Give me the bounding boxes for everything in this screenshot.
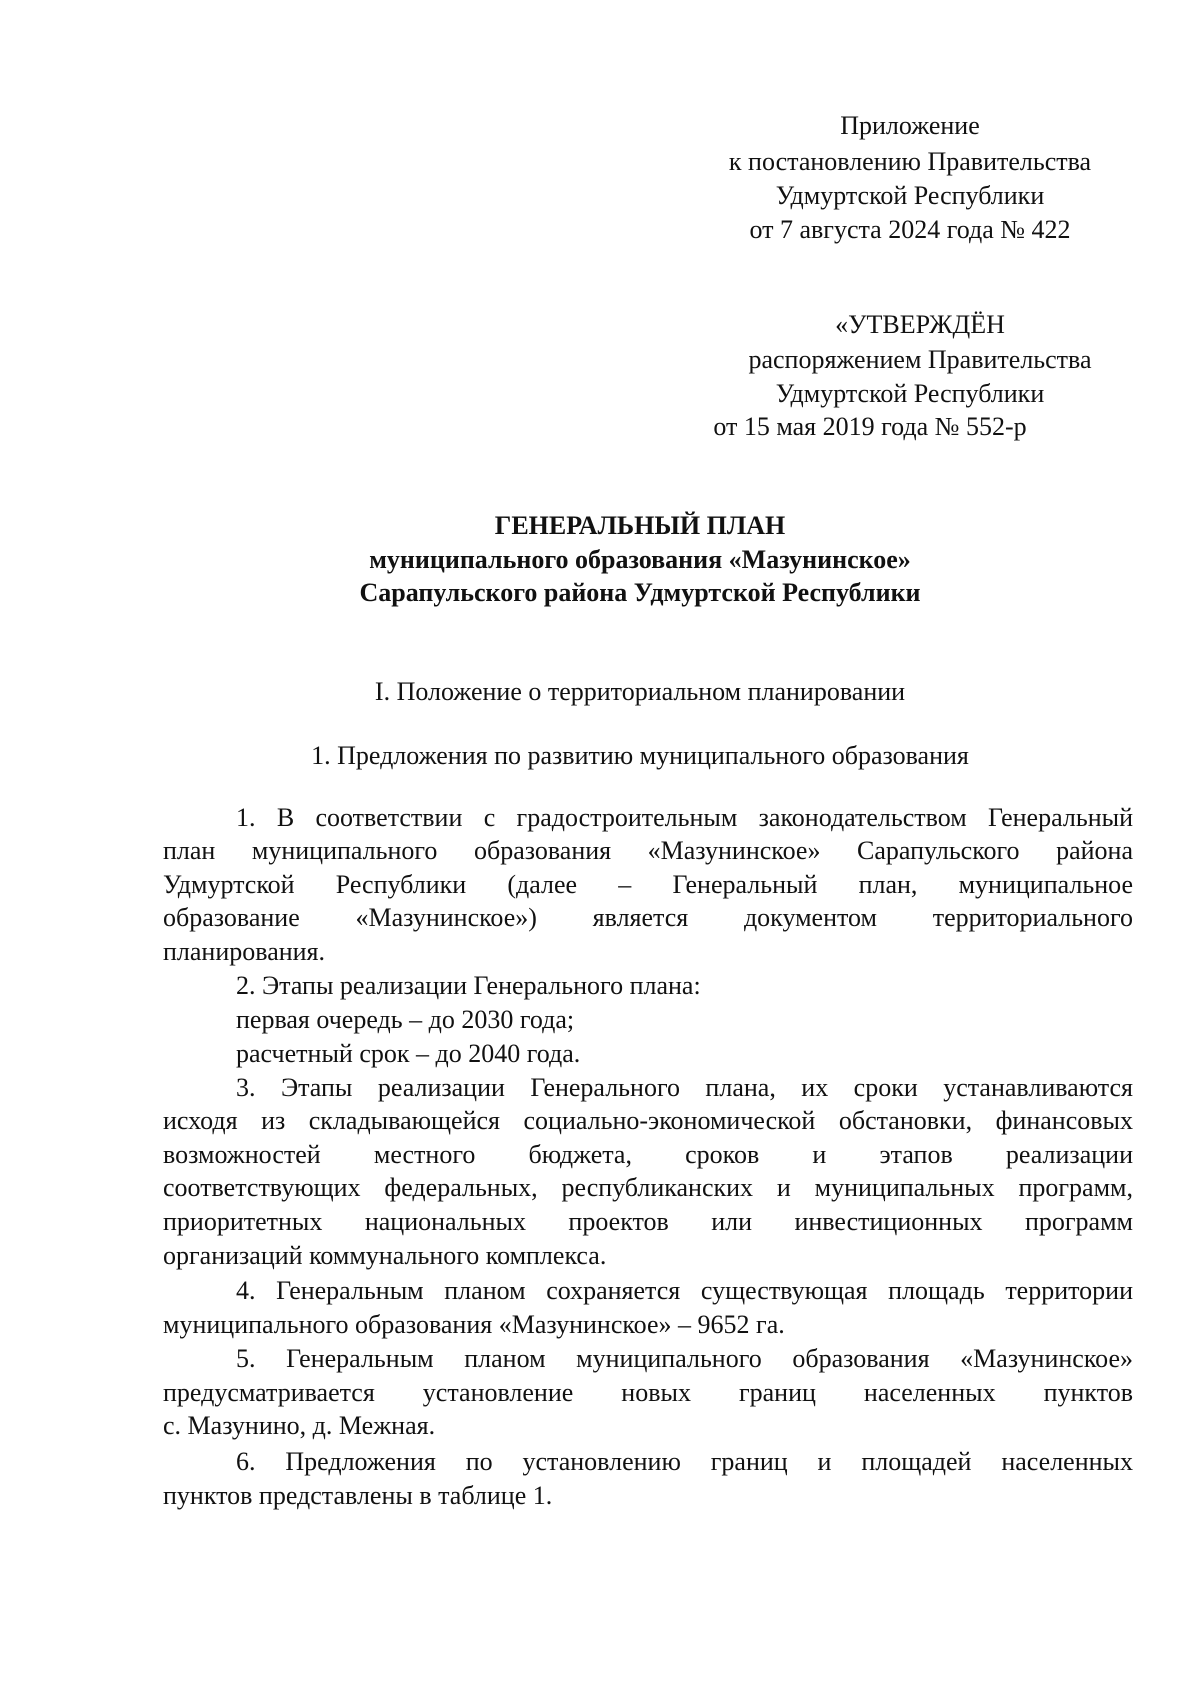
paragraph-line: план муниципального образования «Мазунинское» Сарапульского района	[163, 836, 1133, 865]
approved-line-1: «УТВЕРЖДЁН	[835, 310, 1005, 339]
approved-line-2: распоряжением Правительства	[748, 345, 1092, 374]
paragraph-line: расчетный срок – до 2040 года.	[236, 1039, 581, 1068]
paragraph-line: 1. В соответствии с градостроительным законодательством Генеральный	[236, 803, 1133, 832]
annex-line-1: Приложение	[840, 111, 980, 140]
paragraph-line: 6. Предложения по установлению границ и площадей населенных	[236, 1447, 1133, 1476]
paragraph-line: пунктов представлены в таблице 1.	[163, 1481, 553, 1510]
annex-line-4: от 7 августа 2024 года № 422	[749, 215, 1071, 244]
paragraph-line: 4. Генеральным планом сохраняется существующая площадь территории	[236, 1276, 1133, 1305]
paragraph-line: 2. Этапы реализации Генерального плана:	[236, 971, 701, 1000]
paragraph-line: исходя из складывающейся социально-экономической обстановки, финансовых	[163, 1106, 1133, 1135]
approved-line-3: Удмуртской Республики	[775, 379, 1045, 408]
paragraph-line: с. Мазунино, д. Межная.	[163, 1411, 436, 1440]
paragraph-line: первая очередь – до 2030 года;	[236, 1005, 575, 1034]
annex-line-2: к постановлению Правительства	[728, 147, 1092, 176]
paragraph-line: соответствующих федеральных, республиканских и муниципальных программ,	[163, 1173, 1133, 1202]
approved-line-4: от 15 мая 2019 года № 552-р	[713, 412, 1027, 441]
section-heading: I. Положение о территориальном планировании	[374, 677, 906, 706]
title-line-1: ГЕНЕРАЛЬНЫЙ ПЛАН	[494, 511, 786, 540]
paragraph-line: приоритетных национальных проектов или инвестиционных программ	[163, 1207, 1133, 1236]
paragraph-line: планирования.	[163, 937, 326, 966]
paragraph-line: 3. Этапы реализации Генерального плана, их сроки устанавливаются	[236, 1073, 1133, 1102]
paragraph-line: муниципального образования «Мазунинское» – 9652 га.	[163, 1310, 785, 1339]
paragraph-line: организаций коммунального комплекса.	[163, 1241, 607, 1270]
paragraph-line: 5. Генеральным планом муниципального образования «Мазунинское»	[236, 1344, 1133, 1373]
subsection-heading: 1. Предложения по развитию муниципального образования	[311, 741, 969, 770]
paragraph-line: образование «Мазунинское») является документом территориального	[163, 903, 1133, 932]
title-line-3: Сарапульского района Удмуртской Республики	[359, 578, 921, 607]
paragraph-line: Удмуртской Республики (далее – Генеральный план, муниципальное	[163, 870, 1133, 899]
title-line-2: муниципального образования «Мазунинское»	[369, 545, 911, 574]
annex-line-3: Удмуртской Республики	[775, 181, 1045, 210]
paragraph-line: предусматривается установление новых границ населенных пунктов	[163, 1378, 1133, 1407]
paragraph-line: возможностей местного бюджета, сроков и этапов реализации	[163, 1140, 1133, 1169]
